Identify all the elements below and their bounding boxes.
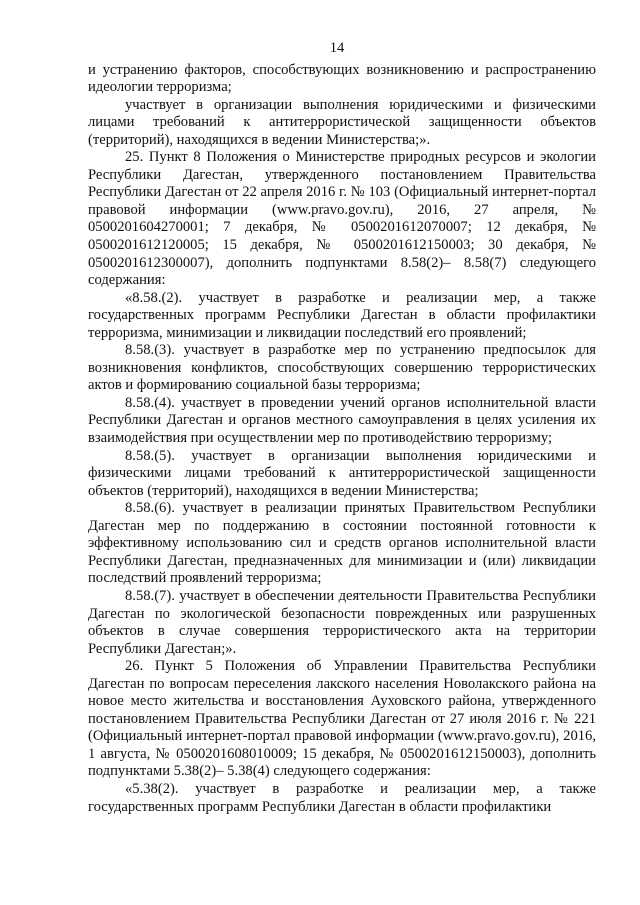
paragraph-subitem-8-58-4: 8.58.(4). участвует в проведении учений органов исполнительной власти Республики Дагестан и органов местного самоуправления в целях усиления их взаимодействия при осуществлении мер по противодействию терроризму; xyxy=(88,394,596,447)
paragraph-subitem-8-58-7: 8.58.(7). участвует в обеспечении деятельности Правительства Республики Дагестан по экологической безопасности поврежденных или разрушенных объектов в случае совершения террористического акта на территории Республики Дагестан;». xyxy=(88,587,596,657)
paragraph-continuation: и устранению факторов, способствующих возникновению и распространению идеологии терроризма; xyxy=(88,61,596,96)
page-number: 14 xyxy=(329,40,345,56)
paragraph-subitem-5-38-2: «5.38(2). участвует в разработке и реализации мер, а также государственных программ Республики Дагестан в области профилактики xyxy=(88,780,596,815)
paragraph-item-26: 26. Пункт 5 Положения об Управлении Правительства Республики Дагестан по вопросам переселения лакского населения Новолакского района на новое место жительства и восстановления Ауховского района, утвержденного постановлением Правительства Республики Дагестан от 27 июля 2016 г. № 221 (Официальный интернет-портал правовой информации (www.pravo.gov.ru), 2016, 1 августа, № 0500201608010009; 15 декабря, № 0500201612150003), дополнить подпунктами 5.38(2)– 5.38(4) следующего содержания: xyxy=(88,658,596,780)
paragraph-subitem-8-58-6: 8.58.(6). участвует в реализации принятых Правительством Республики Дагестан мер по поддержанию в состоянии постоянной готовности к эффективному использованию сил и средств органов исполнительной власти Республики Дагестан, предназначенных для минимизации и (или) ликвидации последствий проявлений терроризма; xyxy=(88,500,596,587)
paragraph-subitem-8-58-3: 8.58.(3). участвует в разработке мер по устранению предпосылок для возникновения конфликтов, способствующих совершению террористических актов и формированию социальной базы терроризма; xyxy=(88,342,596,394)
paragraph-subitem-8-58-5: 8.58.(5). участвует в организации выполнения юридическими и физическими лицами требований к антитеррористической защищенности объектов (территорий), находящихся в ведении Министерства; xyxy=(88,447,596,499)
paragraph-item-25: 25. Пункт 8 Положения о Министерстве природных ресурсов и экологии Республики Дагестан, утвержденного постановлением Правительства Республики Дагестан от 22 апреля 2016 г. № 103 (Официальный интернет-портал правовой информации (www.pravo.gov.ru), 2016, 27 апреля, № 0500201604270001; 7 декабря, № 0500201612070007; 12 декабря, № 0500201612120005; 15 декабря, № 0500201612150003; 30 декабря, № 0500201612300007), дополнить подпунктами 8.58(2)– 8.58(7) следующего содержания: xyxy=(88,149,596,289)
paragraph-antiterror-protection: участвует в организации выполнения юридическими и физическими лицами требований к антитеррористической защищенности объектов (территорий), находящихся в ведении Министерства;». xyxy=(88,96,596,148)
paragraph-subitem-8-58-2: «8.58.(2). участвует в разработке и реализации мер, а также государственных программ Республики Дагестан в области профилактики терроризма, минимизации и ликвидации последствий его проявлений; xyxy=(88,289,596,341)
